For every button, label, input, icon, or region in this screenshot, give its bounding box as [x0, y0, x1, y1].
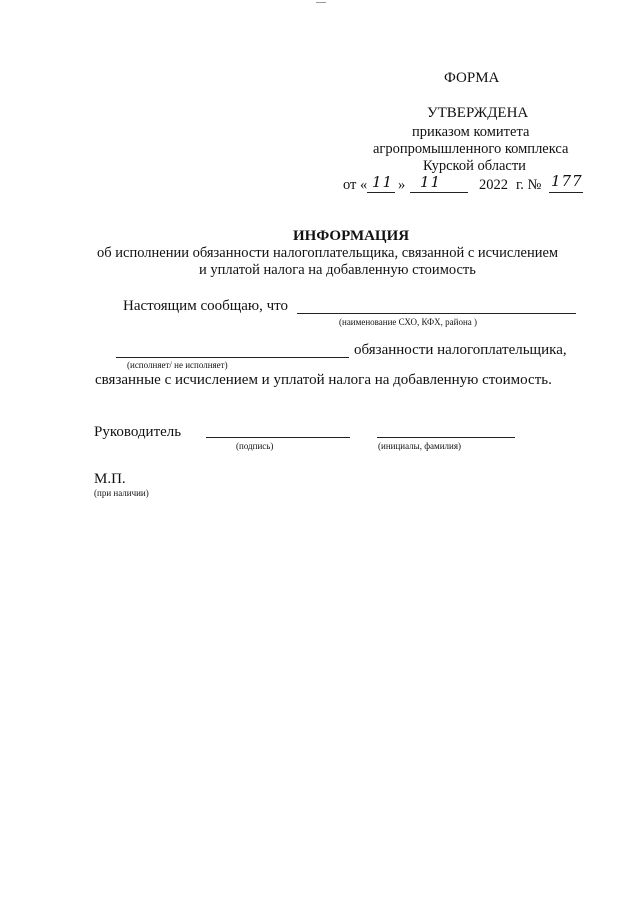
- date-day-underline: [367, 192, 395, 193]
- date-month-underline: [410, 192, 468, 193]
- date-month-handwritten: 11: [420, 173, 442, 191]
- date-day-handwritten: 11: [372, 173, 394, 191]
- order-number-underline: [549, 192, 583, 193]
- duty-text-continued: связанные с исчислением и уплатой налога на добавленную стоимость.: [95, 372, 552, 388]
- approved-line-2: агропромышленного комплекса: [373, 141, 569, 157]
- date-from-label: от «: [343, 177, 368, 193]
- stamp-hint: (при наличии): [94, 488, 149, 498]
- date-year: 2022: [479, 177, 508, 193]
- document-subtitle-line-2: и уплатой налога на добавленную стоимость: [199, 262, 476, 278]
- duty-status-field[interactable]: [116, 357, 349, 358]
- document-title: ИНФОРМАЦИЯ: [293, 228, 410, 244]
- duty-text: обязанности налогоплательщика,: [354, 342, 567, 358]
- stamp-label: М.П.: [94, 471, 126, 487]
- scan-mark: [316, 2, 326, 3]
- form-label: ФОРМА: [444, 70, 500, 86]
- signature-hint: (подпись): [236, 441, 274, 451]
- approved-line-3: Курской области: [423, 158, 526, 174]
- document-subtitle-line-1: об исполнении обязанности налогоплательщика, связанной с исчислением: [97, 245, 559, 261]
- organization-name-hint: (наименование СХО, КФХ, района ): [339, 317, 478, 327]
- organization-name-field[interactable]: [297, 313, 576, 314]
- date-g-number-label: г. №: [516, 177, 542, 193]
- head-label: Руководитель: [94, 424, 182, 440]
- signature-field[interactable]: [206, 437, 350, 438]
- approved-label: УТВЕРЖДЕНА: [427, 105, 529, 121]
- approved-line-1: приказом комитета: [412, 124, 530, 140]
- date-mid-quote: »: [398, 177, 406, 193]
- initials-surname-hint: (инициалы, фамилия): [378, 441, 461, 451]
- initials-surname-field[interactable]: [377, 437, 515, 438]
- report-text: Настоящим сообщаю, что: [123, 298, 289, 314]
- order-number-handwritten: 177: [551, 172, 583, 190]
- duty-status-hint: (исполняет/ не исполняет): [127, 360, 228, 370]
